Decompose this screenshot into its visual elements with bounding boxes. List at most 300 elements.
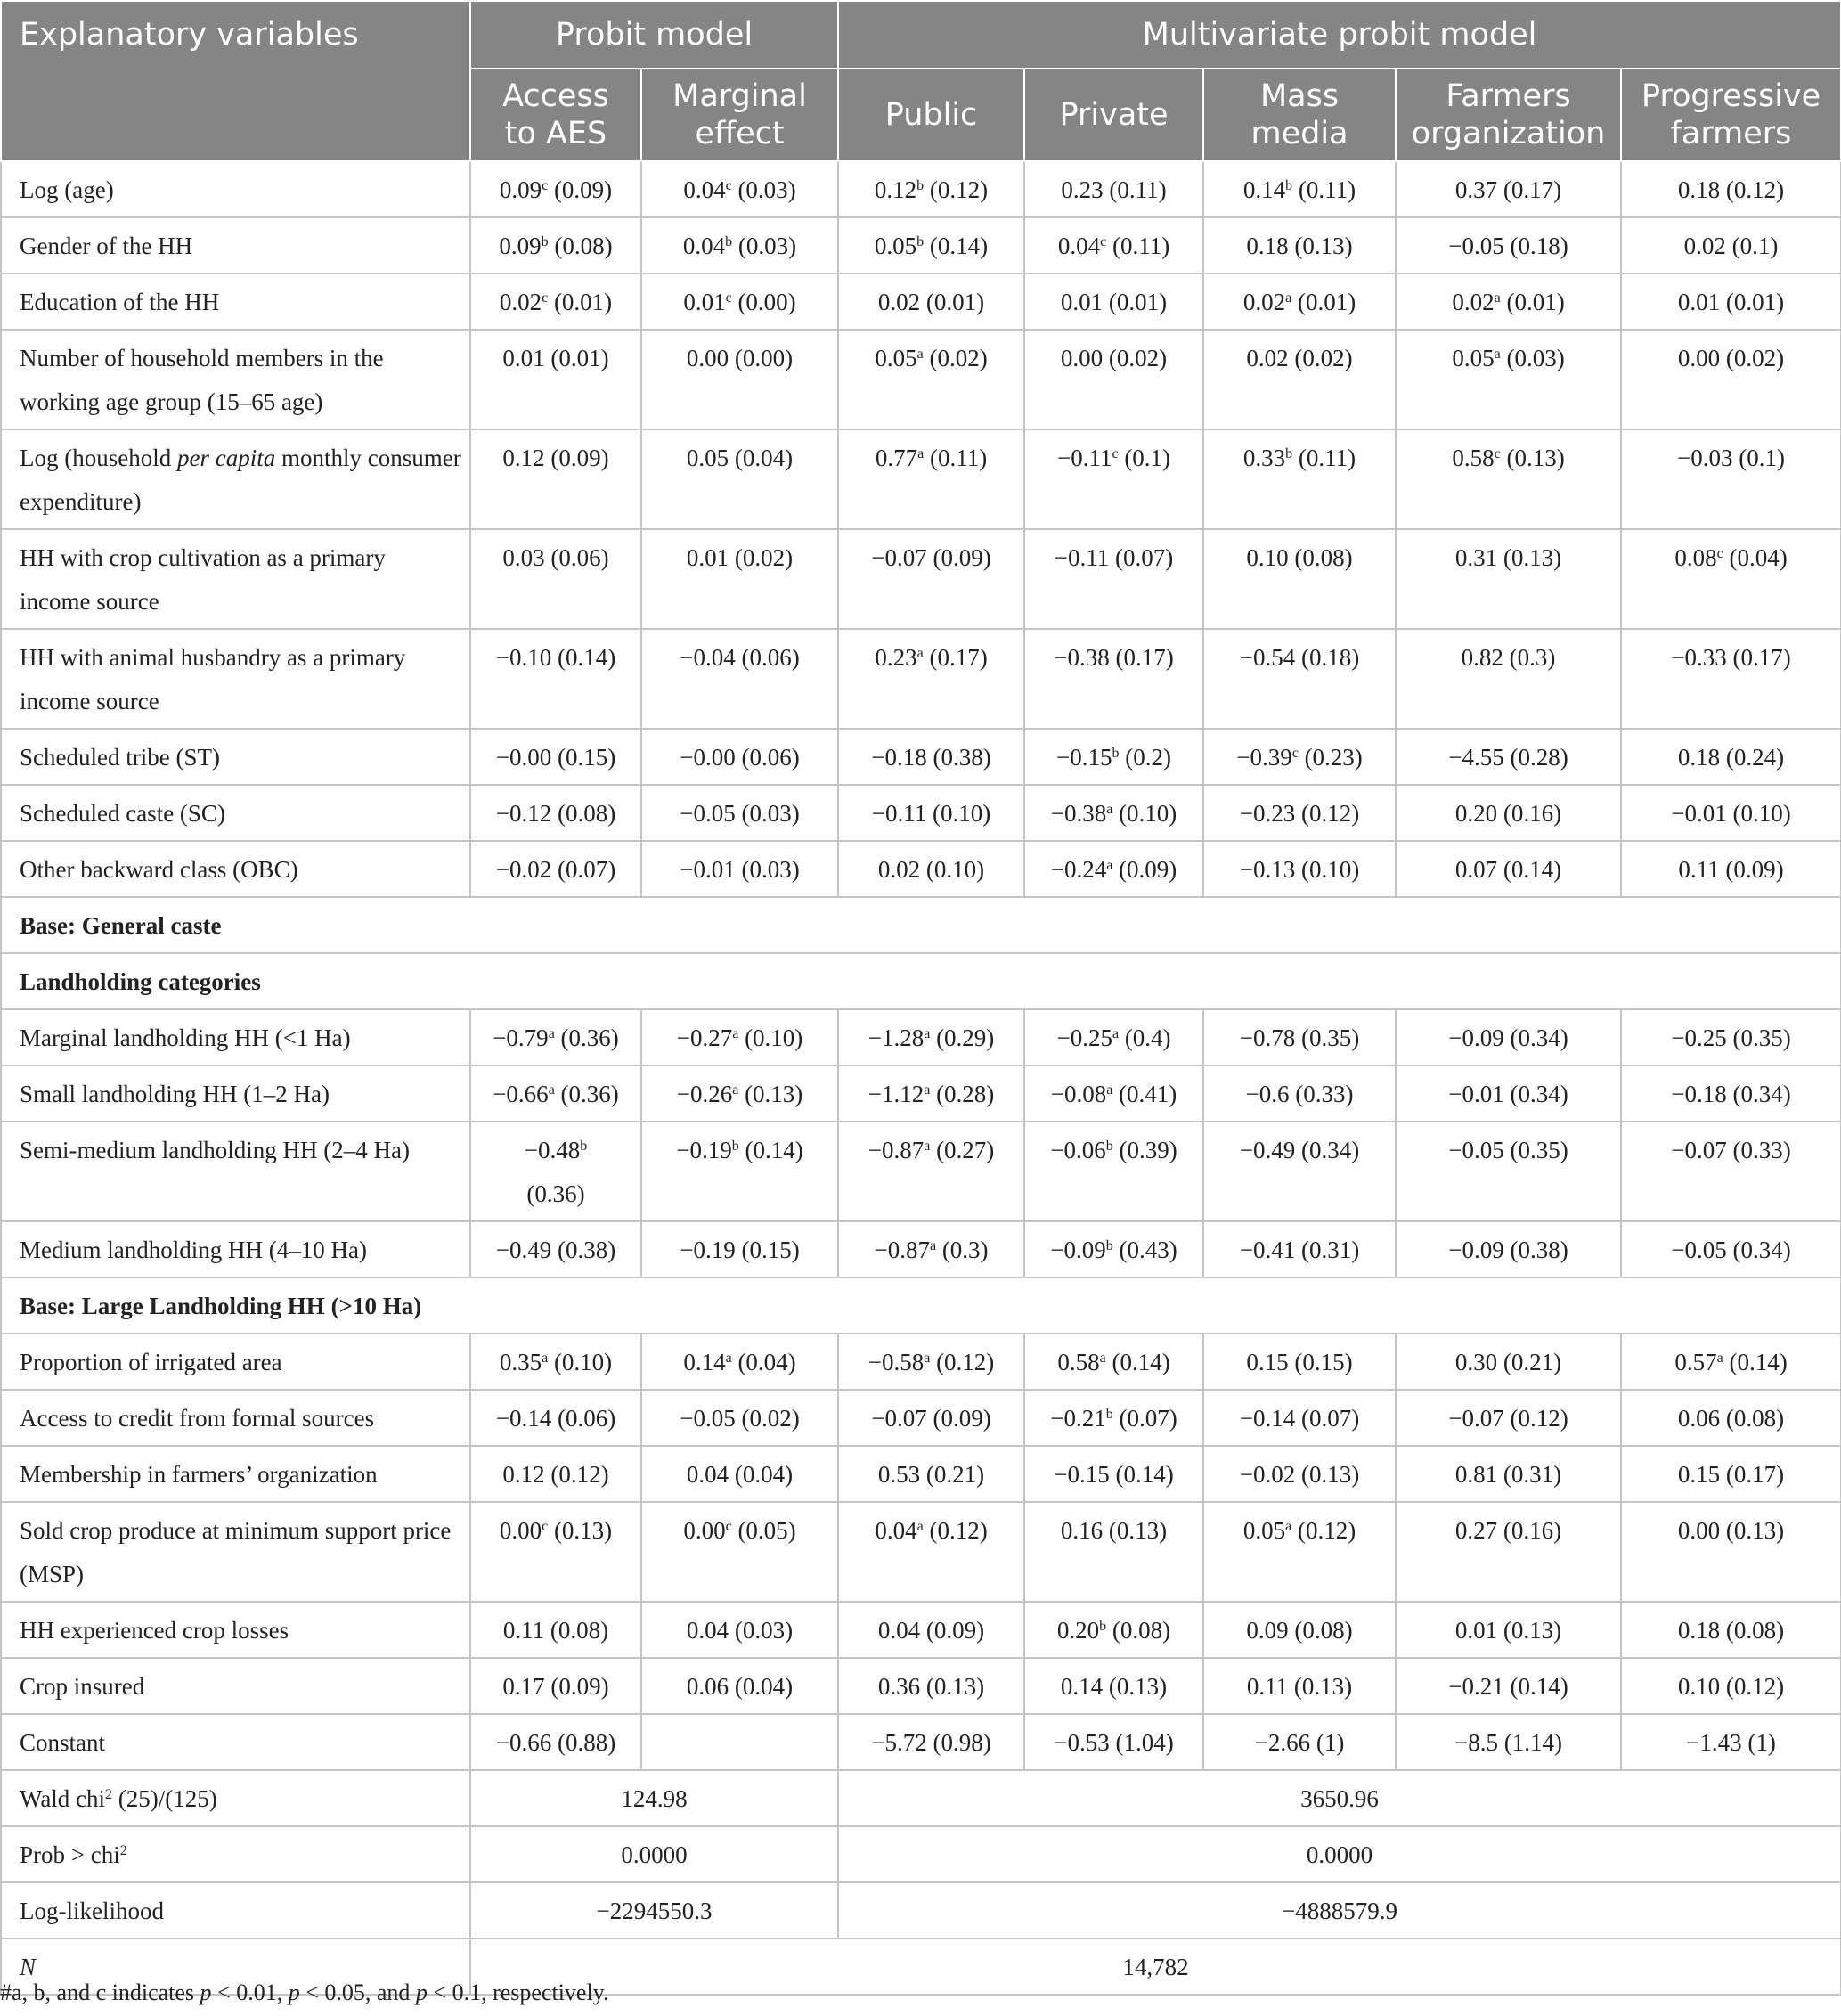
row-label bbox=[1, 1882, 470, 1938]
data-cell bbox=[641, 1065, 838, 1122]
significance-marker: a bbox=[916, 347, 924, 362]
data-cell bbox=[1621, 217, 1841, 273]
data-cell bbox=[470, 1502, 641, 1602]
standard-error: (0.13) bbox=[1500, 445, 1565, 471]
data-cell bbox=[641, 1221, 838, 1277]
data-cell bbox=[470, 1446, 641, 1502]
significance-marker: b bbox=[1105, 1139, 1113, 1154]
cell-value: −0.05 (0.34) bbox=[1671, 1237, 1791, 1263]
data-cell bbox=[1024, 1390, 1203, 1446]
table-row bbox=[1, 841, 1841, 897]
coefficient: 0.57 bbox=[1674, 1349, 1717, 1375]
data-cell bbox=[1203, 1009, 1396, 1065]
significance-marker: c bbox=[725, 1519, 732, 1534]
standard-error: (0.13) bbox=[548, 1517, 613, 1544]
data-cell bbox=[1024, 841, 1203, 897]
row-label bbox=[1, 1009, 470, 1065]
row-label bbox=[1, 217, 470, 273]
column-header bbox=[470, 69, 641, 161]
data-cell bbox=[1396, 161, 1621, 217]
group-header-multivariate: Multivariate probit model bbox=[838, 1, 1841, 69]
cell-value: −0.11 (0.10) bbox=[871, 800, 991, 827]
cell-value: 0.02 (0.01) bbox=[877, 289, 985, 315]
cell-value: −0.54 (0.18) bbox=[1239, 644, 1360, 671]
multivariate-stat: 3650.96 bbox=[838, 1770, 1841, 1826]
coefficient: −0.21 bbox=[1050, 1405, 1106, 1432]
cell-value: 0.27 (0.16) bbox=[1454, 1517, 1562, 1544]
coefficient: −0.19 bbox=[676, 1137, 732, 1163]
row-label-text: Scheduled tribe (ST) bbox=[20, 744, 220, 771]
standard-error: (0.3) bbox=[936, 1237, 989, 1263]
table-header bbox=[1, 1, 1841, 161]
data-cell bbox=[470, 841, 641, 897]
data-cell bbox=[1203, 1122, 1396, 1221]
cell-value: 0.81 (0.31) bbox=[1454, 1461, 1562, 1488]
cell-value: 0.12 (0.12) bbox=[502, 1461, 609, 1488]
cell-value: −0.03 (0.1) bbox=[1677, 445, 1785, 471]
cell-value: 0.18 (0.12) bbox=[1677, 176, 1785, 203]
significance-marker: c bbox=[542, 290, 549, 306]
data-cell bbox=[470, 1390, 641, 1446]
cell-value: 0.01 (0.01) bbox=[1677, 289, 1785, 315]
data-cell bbox=[838, 1009, 1024, 1065]
cell-value: 0.11 (0.13) bbox=[1246, 1673, 1353, 1700]
data-cell bbox=[1621, 1502, 1841, 1602]
standard-error: (0.14) bbox=[924, 233, 989, 259]
data-cell bbox=[1024, 1602, 1203, 1658]
data-cell bbox=[1024, 529, 1203, 629]
standard-error: (0.03) bbox=[732, 233, 797, 259]
significance-marker: c bbox=[542, 178, 549, 193]
coefficient: −0.26 bbox=[676, 1081, 733, 1107]
cell-value: −4.55 (0.28) bbox=[1448, 744, 1568, 771]
data-cell bbox=[641, 1502, 838, 1602]
row-label-text: Marginal landholding HH (<1 Ha) bbox=[20, 1024, 351, 1051]
significance-marker: b bbox=[580, 1139, 588, 1154]
column-header-line: Access bbox=[502, 78, 609, 114]
data-cell bbox=[1024, 1065, 1203, 1122]
coefficient: 0.02 bbox=[1452, 289, 1495, 315]
data-cell bbox=[1396, 429, 1621, 529]
coefficient: −0.24 bbox=[1050, 856, 1107, 883]
footnote-text: < 0.01, bbox=[211, 1979, 289, 2005]
cell-value: −0.41 (0.31) bbox=[1239, 1237, 1360, 1263]
table-row bbox=[1, 1334, 1841, 1390]
row-label bbox=[1, 1714, 470, 1770]
column-header-line: farmers bbox=[1670, 116, 1792, 151]
data-cell bbox=[641, 1390, 838, 1446]
data-cell bbox=[470, 1122, 641, 1221]
cell-value: −1.43 (1) bbox=[1686, 1729, 1776, 1756]
row-label bbox=[1, 629, 470, 729]
cell-value: −0.04 (0.06) bbox=[680, 644, 800, 671]
significance-marker: a bbox=[1285, 1519, 1292, 1534]
cell-value: −0.53 (1.04) bbox=[1054, 1729, 1174, 1756]
data-cell bbox=[641, 1009, 838, 1065]
cell-value: −0.15 (0.14) bbox=[1054, 1461, 1174, 1488]
cell-value: −5.72 (0.98) bbox=[871, 1729, 991, 1756]
standard-error: (0.11) bbox=[1106, 233, 1170, 259]
row-label bbox=[1, 1446, 470, 1502]
data-cell bbox=[641, 1446, 838, 1502]
cell-value: −0.00 (0.06) bbox=[680, 744, 800, 771]
row-label-text: monthly consumer expenditure) bbox=[20, 445, 461, 515]
data-cell bbox=[470, 429, 641, 529]
column-header-line: organization bbox=[1411, 116, 1606, 151]
significance-marker: b bbox=[916, 178, 925, 193]
coefficient: 0.35 bbox=[499, 1349, 542, 1375]
cell-value: 0.00 (0.02) bbox=[1677, 345, 1785, 371]
data-cell bbox=[1024, 273, 1203, 330]
row-label bbox=[1, 429, 470, 529]
column-header bbox=[1621, 69, 1841, 161]
column-header-line: Mass bbox=[1259, 78, 1340, 114]
significance-marker: c bbox=[1100, 234, 1107, 249]
data-cell bbox=[1621, 1009, 1841, 1065]
table-row bbox=[1, 1602, 1841, 1658]
cell-value: −0.05 (0.35) bbox=[1448, 1137, 1568, 1163]
data-cell bbox=[1024, 1502, 1203, 1602]
footnote-p: p bbox=[288, 1979, 300, 2005]
standard-error: (0.12) bbox=[923, 1517, 988, 1544]
data-cell bbox=[1024, 1658, 1203, 1714]
data-cell bbox=[838, 1065, 1024, 1122]
data-cell bbox=[1203, 429, 1396, 529]
data-cell bbox=[1024, 429, 1203, 529]
coefficient: 0.08 bbox=[1674, 544, 1717, 571]
standard-error: (0.01) bbox=[1500, 289, 1565, 315]
data-cell bbox=[1396, 841, 1621, 897]
coefficient: 0.09 bbox=[499, 176, 542, 203]
cell-value: −0.12 (0.08) bbox=[495, 800, 616, 827]
standard-error: (0.27) bbox=[930, 1137, 995, 1163]
corner-label: Explanatory variables bbox=[1, 1, 470, 161]
coefficient: 0.09 bbox=[499, 233, 542, 259]
coefficient: 0.12 bbox=[874, 176, 917, 203]
coefficient: 0.58 bbox=[1452, 445, 1495, 471]
column-header bbox=[1024, 69, 1203, 161]
column-header-line: effect bbox=[695, 116, 785, 151]
data-cell bbox=[1396, 1390, 1621, 1446]
standard-error: (0.08) bbox=[1106, 1617, 1171, 1644]
data-cell bbox=[1396, 273, 1621, 330]
cell-value: 0.31 (0.13) bbox=[1454, 544, 1562, 571]
standard-error: (0.28) bbox=[930, 1081, 995, 1107]
cell-value: 0.20 (0.16) bbox=[1454, 800, 1562, 827]
significance-marker: c bbox=[1494, 446, 1501, 461]
significance-marker: b bbox=[916, 234, 925, 249]
standard-error: (0.12) bbox=[924, 176, 989, 203]
data-cell bbox=[1024, 629, 1203, 729]
data-cell bbox=[1621, 1065, 1841, 1122]
cell-value: 0.05 (0.04) bbox=[686, 445, 794, 471]
table-row bbox=[1, 529, 1841, 629]
cell-value: −2.66 (1) bbox=[1254, 1729, 1345, 1756]
cell-value: −0.49 (0.34) bbox=[1239, 1137, 1360, 1163]
data-cell bbox=[1396, 1334, 1621, 1390]
significance-marker: b bbox=[1099, 1619, 1107, 1634]
coefficient: −0.87 bbox=[868, 1137, 925, 1163]
cell-value: −0.14 (0.07) bbox=[1239, 1405, 1360, 1432]
standard-error: (0.12) bbox=[1291, 1517, 1356, 1544]
table-body bbox=[1, 161, 1841, 1995]
coefficient: −0.87 bbox=[874, 1237, 930, 1263]
data-cell bbox=[1203, 1658, 1396, 1714]
table-row bbox=[1, 429, 1841, 529]
column-header-line: Farmers bbox=[1446, 78, 1571, 114]
data-cell bbox=[1203, 841, 1396, 897]
coefficient: −0.08 bbox=[1050, 1081, 1107, 1107]
column-header bbox=[641, 69, 838, 161]
data-cell bbox=[641, 1122, 838, 1221]
standard-error: (0.14) bbox=[1723, 1349, 1788, 1375]
coefficient: 0.02 bbox=[499, 289, 542, 315]
column-header-line: media bbox=[1250, 116, 1348, 151]
significance-marker: a bbox=[924, 1026, 931, 1041]
significance-marker: a bbox=[732, 1082, 739, 1098]
data-cell bbox=[1024, 161, 1203, 217]
data-cell bbox=[470, 1334, 641, 1390]
superscript: 2 bbox=[105, 1787, 113, 1802]
table-row bbox=[1, 785, 1841, 841]
data-cell bbox=[1396, 1446, 1621, 1502]
coefficient: 0.01 bbox=[683, 289, 726, 315]
data-cell bbox=[641, 1602, 838, 1658]
table-row bbox=[1, 1882, 1841, 1938]
data-cell bbox=[1621, 841, 1841, 897]
significance-marker: c bbox=[1291, 746, 1299, 761]
standard-error: (0.23) bbox=[1298, 744, 1363, 771]
data-cell bbox=[838, 1221, 1024, 1277]
data-cell bbox=[470, 1221, 641, 1277]
cell-value: −0.18 (0.38) bbox=[871, 744, 991, 771]
cell-value: −0.10 (0.14) bbox=[495, 644, 616, 671]
cell-value: 0.11 (0.09) bbox=[1678, 856, 1784, 883]
cell-value: 0.17 (0.09) bbox=[502, 1673, 609, 1700]
cell-value: 0.02 (0.1) bbox=[1683, 233, 1779, 259]
table-row bbox=[1, 1502, 1841, 1602]
cell-value: −0.21 (0.14) bbox=[1448, 1673, 1568, 1700]
row-label-text: Gender of the HH bbox=[20, 233, 193, 259]
coefficient: −1.28 bbox=[868, 1024, 925, 1051]
data-cell bbox=[470, 1714, 641, 1770]
table-row bbox=[1, 1390, 1841, 1446]
cell-value: −0.25 (0.35) bbox=[1671, 1024, 1791, 1051]
data-cell bbox=[1203, 729, 1396, 785]
row-label bbox=[1, 1277, 1841, 1334]
table-row bbox=[1, 1770, 1841, 1826]
cell-value: 0.30 (0.21) bbox=[1454, 1349, 1562, 1375]
data-cell bbox=[470, 330, 641, 429]
standard-error: (0.01) bbox=[548, 289, 613, 315]
row-label bbox=[1, 273, 470, 330]
cell-value: 0.01 (0.02) bbox=[686, 544, 794, 571]
data-cell bbox=[470, 785, 641, 841]
standard-error: (0.01) bbox=[1291, 289, 1356, 315]
cell-value: −0.6 (0.33) bbox=[1245, 1081, 1354, 1107]
significance-marker: a bbox=[924, 1082, 931, 1098]
data-cell bbox=[838, 841, 1024, 897]
coefficient: 0.04 bbox=[875, 1517, 917, 1544]
table-row bbox=[1, 897, 1841, 953]
significance-marker: a bbox=[542, 1351, 549, 1366]
standard-error: (0.13) bbox=[738, 1081, 803, 1107]
table-row bbox=[1, 273, 1841, 330]
coefficient: 0.23 bbox=[875, 644, 917, 671]
cell-value: −0.07 (0.09) bbox=[871, 544, 991, 571]
cell-value: 0.02 (0.10) bbox=[877, 856, 985, 883]
data-cell bbox=[1396, 1065, 1621, 1122]
cell-value: 0.37 (0.17) bbox=[1454, 176, 1562, 203]
data-cell bbox=[838, 629, 1024, 729]
row-label bbox=[1, 953, 1841, 1009]
row-label-text: Other backward class (OBC) bbox=[20, 856, 298, 883]
coefficient: 0.04 bbox=[683, 176, 726, 203]
superscript: 2 bbox=[119, 1843, 127, 1858]
row-label bbox=[1, 897, 1841, 953]
cell-value: 0.00 (0.13) bbox=[1677, 1517, 1785, 1544]
significance-marker: a bbox=[1285, 290, 1292, 306]
row-label-text: Crop insured bbox=[20, 1673, 145, 1700]
standard-error: (0.04) bbox=[731, 1349, 796, 1375]
table-row bbox=[1, 1277, 1841, 1334]
data-cell bbox=[1203, 1446, 1396, 1502]
significance-marker: b bbox=[1105, 1238, 1113, 1253]
cell-value: 0.82 (0.3) bbox=[1461, 644, 1556, 671]
significance-marker: b bbox=[1285, 446, 1293, 461]
data-cell bbox=[1024, 785, 1203, 841]
standard-error: (0.1) bbox=[1118, 445, 1171, 471]
cell-value: 0.04 (0.03) bbox=[686, 1617, 794, 1644]
significance-marker: a bbox=[725, 1351, 732, 1366]
significance-marker: a bbox=[924, 1351, 931, 1366]
data-cell bbox=[1396, 1009, 1621, 1065]
significance-marker: a bbox=[1494, 347, 1501, 362]
data-cell bbox=[1024, 1446, 1203, 1502]
significance-marker: a bbox=[1106, 1082, 1113, 1098]
coefficient: −0.06 bbox=[1050, 1137, 1106, 1163]
data-cell bbox=[838, 1714, 1024, 1770]
significance-marker: a bbox=[548, 1026, 555, 1041]
table-row bbox=[1, 1221, 1841, 1277]
cell-value: 0.02 (0.02) bbox=[1246, 345, 1353, 371]
row-label bbox=[1, 1334, 470, 1390]
cell-value: −0.07 (0.12) bbox=[1448, 1405, 1568, 1432]
data-cell bbox=[838, 1446, 1024, 1502]
table-row bbox=[1, 1446, 1841, 1502]
significance-marker: a bbox=[1106, 858, 1113, 873]
significance-marker: a bbox=[1099, 1351, 1106, 1366]
cell-value: 0.10 (0.12) bbox=[1677, 1673, 1785, 1700]
data-cell bbox=[838, 273, 1024, 330]
coefficient: −0.27 bbox=[676, 1024, 733, 1051]
cell-value: −0.13 (0.10) bbox=[1239, 856, 1360, 883]
probit-stat: 124.98 bbox=[470, 1770, 838, 1826]
cell-value: 0.00 (0.02) bbox=[1060, 345, 1168, 371]
significance-marker: a bbox=[916, 646, 924, 661]
data-cell bbox=[1203, 217, 1396, 273]
table-row bbox=[1, 330, 1841, 429]
data-cell bbox=[1203, 1602, 1396, 1658]
coefficient: 0.77 bbox=[875, 445, 918, 471]
column-header-line: Marginal bbox=[672, 78, 807, 114]
coefficient: 0.58 bbox=[1057, 1349, 1100, 1375]
coefficient: −0.39 bbox=[1236, 744, 1292, 771]
cell-value: −0.09 (0.34) bbox=[1448, 1024, 1568, 1051]
column-header-line: to AES bbox=[504, 116, 607, 151]
standard-error: (0.10) bbox=[738, 1024, 803, 1051]
data-cell bbox=[1396, 1221, 1621, 1277]
row-label bbox=[1, 1826, 470, 1882]
data-cell bbox=[1621, 1602, 1841, 1658]
data-cell bbox=[1621, 330, 1841, 429]
cell-value: −0.00 (0.15) bbox=[495, 744, 616, 771]
row-label-text: Base: Large Landholding HH (>10 Ha) bbox=[20, 1293, 422, 1319]
data-cell bbox=[1203, 1221, 1396, 1277]
row-label-text: Small landholding HH (1–2 Ha) bbox=[20, 1081, 330, 1107]
standard-error: (0.10) bbox=[548, 1349, 613, 1375]
data-cell bbox=[838, 529, 1024, 629]
row-label-text: Proportion of irrigated area bbox=[20, 1349, 282, 1375]
cell-value: −0.18 (0.34) bbox=[1671, 1081, 1791, 1107]
data-cell bbox=[1621, 785, 1841, 841]
cell-value: 0.23 (0.11) bbox=[1061, 176, 1167, 203]
row-label bbox=[1, 785, 470, 841]
row-label bbox=[1, 1390, 470, 1446]
cell-value: −0.19 (0.15) bbox=[680, 1237, 800, 1263]
cell-value: 0.03 (0.06) bbox=[502, 544, 609, 571]
row-label-italic: per capita bbox=[176, 445, 276, 471]
data-cell bbox=[470, 529, 641, 629]
column-header-line: Progressive bbox=[1641, 78, 1821, 114]
standard-error: (0.36) bbox=[554, 1024, 619, 1051]
probit-stat: 0.0000 bbox=[470, 1826, 838, 1882]
row-label-text: Medium landholding HH (4–10 Ha) bbox=[20, 1237, 367, 1263]
data-cell bbox=[1024, 330, 1203, 429]
table-row bbox=[1, 1065, 1841, 1122]
significance-marker: b bbox=[725, 234, 733, 249]
coefficient: 0.14 bbox=[1242, 176, 1286, 203]
standard-error: (0.36) bbox=[554, 1081, 619, 1107]
data-cell bbox=[470, 217, 641, 273]
cell-value: 0.06 (0.04) bbox=[686, 1673, 794, 1700]
data-cell bbox=[1396, 1602, 1621, 1658]
data-cell bbox=[641, 629, 838, 729]
coefficient: 0.02 bbox=[1242, 289, 1286, 315]
standard-error: (0.08) bbox=[548, 233, 613, 259]
data-cell bbox=[641, 330, 838, 429]
cell-value: 0.01 (0.01) bbox=[502, 345, 609, 371]
significance-marker: a bbox=[1112, 1026, 1120, 1041]
cell-value: 0.18 (0.13) bbox=[1246, 233, 1353, 259]
cell-value: 0.00 (0.00) bbox=[686, 345, 794, 371]
significance-marker: a bbox=[1716, 1351, 1723, 1366]
row-label-text: Wald chi bbox=[20, 1785, 106, 1812]
data-cell bbox=[1621, 629, 1841, 729]
data-cell bbox=[641, 1334, 838, 1390]
significance-marker: a bbox=[916, 1519, 924, 1534]
cell-value: 0.14 (0.13) bbox=[1060, 1673, 1168, 1700]
data-cell bbox=[470, 273, 641, 330]
significance-marker: a bbox=[548, 1082, 555, 1098]
row-label-text: Scheduled caste (SC) bbox=[20, 800, 225, 827]
cell-value: 0.15 (0.17) bbox=[1677, 1461, 1785, 1488]
standard-error: (0.12) bbox=[930, 1349, 995, 1375]
significance-marker: c bbox=[725, 178, 732, 193]
row-label-text: Log (household bbox=[20, 445, 177, 471]
column-header bbox=[1396, 69, 1621, 161]
significance-marker: b bbox=[1105, 1407, 1113, 1422]
